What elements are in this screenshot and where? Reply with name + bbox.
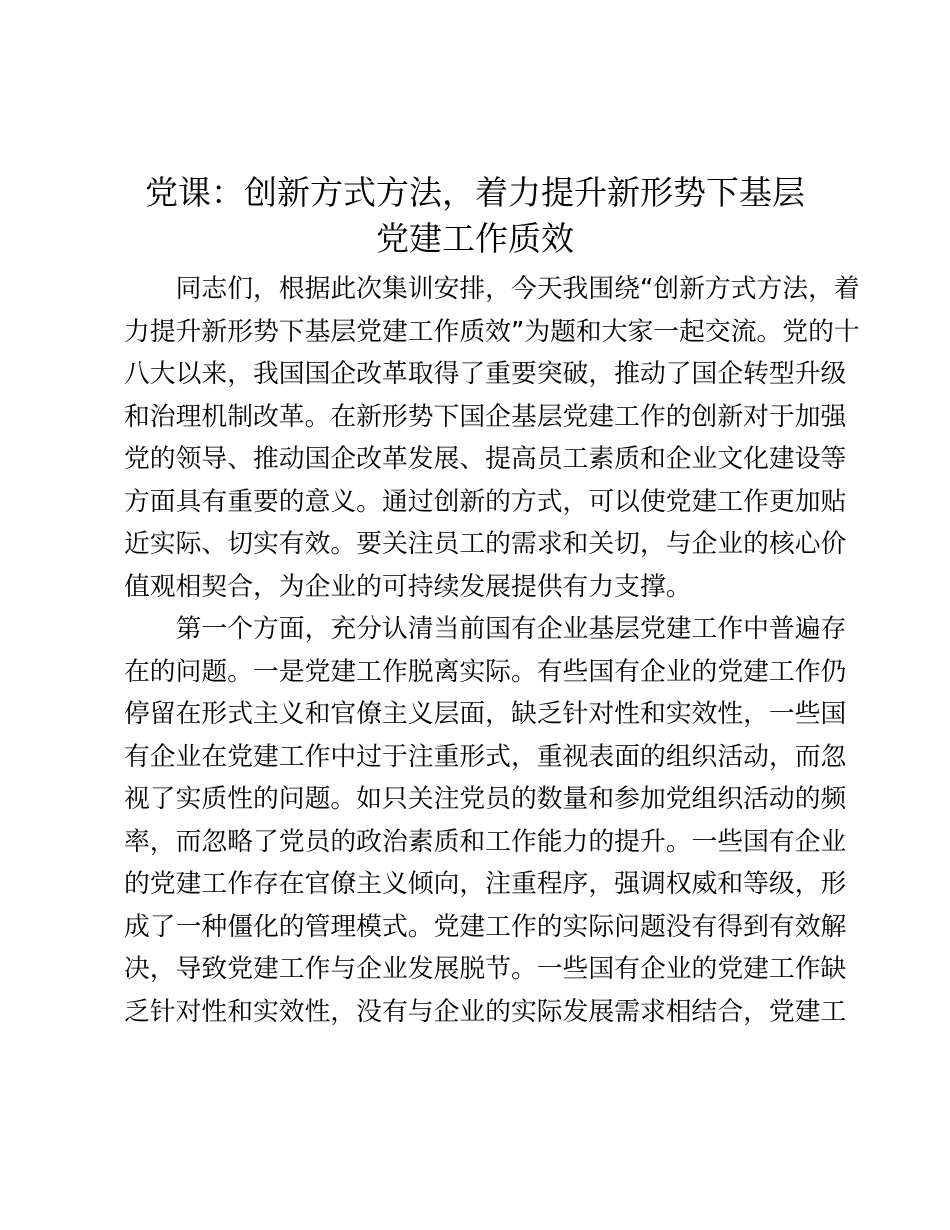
body-line: 乏针对性和实效性，没有与企业的实际发展需求相结合，党建工	[124, 996, 847, 1027]
body-line: 视了实质性的问题。如只关注党员的数量和参加党组织活动的频	[124, 784, 847, 814]
title-line: 党建工作质效	[376, 219, 574, 258]
body-line: 决，导致党建工作与企业发展脱节。一些国有企业的党建工作缺	[124, 954, 847, 984]
body-line: 的党建工作存在官僚主义倾向，注重程序，强调权威和等级，形	[124, 869, 847, 899]
body-line: 在的问题。一是党建工作脱离实际。有些国有企业的党建工作仍	[124, 656, 847, 687]
body-line: 党的领导、推动国企改革发展、提高员工素质和企业文化建设等	[124, 444, 847, 474]
body-line: 有企业在党建工作中过于注重形式，重视表面的组织活动，而忽	[124, 741, 847, 772]
title-line: 党课：创新方式方法，着力提升新形势下基层	[145, 173, 805, 212]
body-line: 成了一种僵化的管理模式。党建工作的实际问题没有得到有效解	[124, 911, 847, 942]
document-title	[100, 170, 850, 262]
body-line: 力提升新形势下基层党建工作质效”为题和大家一起交流。党的十	[124, 316, 860, 347]
body-line: 停留在形式主义和官僚主义层面，缺乏针对性和实效性，一些国	[124, 699, 847, 729]
document-body	[124, 268, 860, 1033]
body-line: 和治理机制改革。在新形势下国企基层党建工作的创新对于加强	[124, 401, 847, 432]
body-line: 八大以来，我国国企改革取得了重要突破，推动了国企转型升级	[124, 359, 847, 389]
body-line: 方面具有重要的意义。通过创新的方式，可以使党建工作更加贴	[124, 486, 847, 517]
body-line: 率，而忽略了党员的政治素质和工作能力的提升。一些国有企业	[124, 826, 847, 857]
body-line: 近实际、切实有效。要关注员工的需求和关切，与企业的核心价	[124, 529, 847, 559]
body-line: 同志们，根据此次集训安排，今天我围绕“创新方式方法，着	[124, 274, 860, 304]
body-line: 第一个方面，充分认清当前国有企业基层党建工作中普遍存	[124, 614, 847, 644]
body-line: 值观相契合，为企业的可持续发展提供有力支撑。	[124, 571, 692, 602]
